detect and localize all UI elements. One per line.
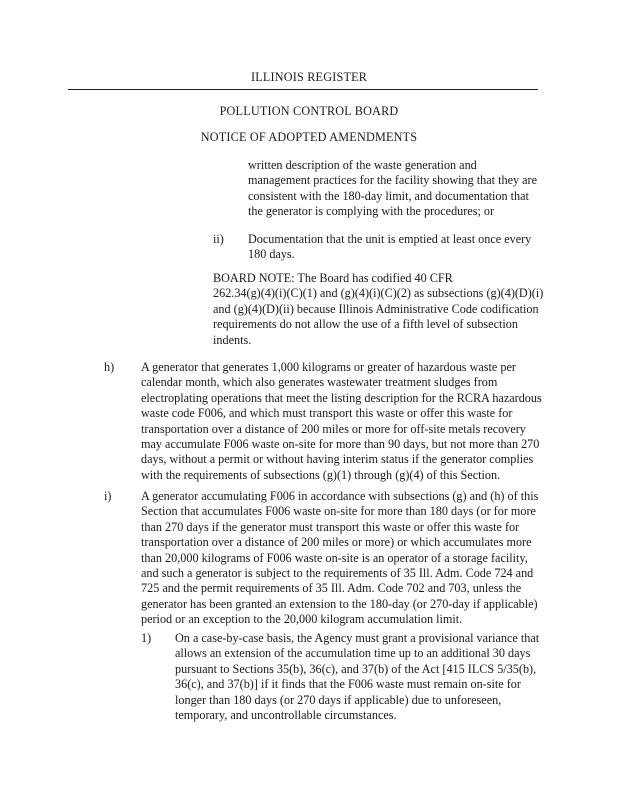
text-line: electroplating operations that meet the listing description for the RCRA hazardous	[141, 390, 542, 405]
text-line: 36(c), and 37(b)] if it finds that the F006 waste must remain on-site for	[175, 677, 521, 692]
text-line: 180 days.	[248, 247, 295, 262]
text-line: BOARD NOTE: The Board has codified 40 CFR	[213, 271, 453, 285]
text-line: with the requirements of subsections (g)(1) through (g)(4) of this Section.	[141, 467, 501, 482]
item-1-label: 1)	[141, 631, 152, 645]
text-line: waste code F006, and which must transport this waste or offer this waste for	[141, 406, 513, 421]
text-line: transportation over a distance of 200 miles or more) or which accumulates more	[141, 535, 532, 550]
text-line: indents.	[213, 332, 252, 347]
text-line: requirements do not allow the use of a fifth level of subsection	[213, 317, 518, 332]
item-ii-paragraph	[248, 232, 588, 263]
text-line: period or an exception to the 20,000 kilogram accumulation limit.	[141, 612, 463, 627]
text-line: On a case-by-case basis, the Agency must grant a provisional variance that	[175, 631, 540, 645]
text-line: days, without a permit or without having interim status if the generator complies	[141, 452, 534, 467]
section-h-label: h)	[104, 360, 115, 374]
board-note	[213, 271, 593, 348]
text-line: pursuant to Sections 35(b), 36(c), and 37(b) of the Act [415 ILCS 5/35(b),	[175, 661, 537, 676]
text-line: longer than 180 days (or 270 days if applicable) due to unforeseen,	[175, 692, 502, 707]
item-1-paragraph	[175, 631, 595, 723]
text-line: calendar month, which also generates wastewater treatment sludges from	[141, 375, 498, 390]
text-line: transportation over a distance of 200 miles or more for off-site metals recovery	[141, 421, 526, 436]
section-i-label: i)	[104, 489, 112, 503]
text-line: allows an extension of the accumulation time up to an additional 30 days	[175, 646, 531, 661]
text-line: and such a generator is subject to the requirements of 35 Ill. Adm. Code 724 and	[141, 566, 534, 581]
section-h-paragraph	[141, 360, 601, 483]
board-heading: POLLUTION CONTROL BOARD	[219, 104, 399, 118]
text-line: Documentation that the unit is emptied at least once every	[248, 232, 532, 246]
text-line: A generator that generates 1,000 kilograms or greater of hazardous waste per	[141, 360, 516, 374]
continued-paragraph	[248, 158, 588, 220]
text-line: may accumulate F006 waste on-site for more than 90 days, but not more than 270	[141, 437, 540, 452]
text-line: consistent with the 180-day limit, and documentation that	[248, 188, 529, 203]
text-line: the generator is complying with the procedures; or	[248, 204, 495, 219]
text-line: and (g)(4)(D)(ii) because Illinois Administrative Code codification	[213, 301, 539, 316]
text-line: than 270 days if the generator must transport this waste or offer this waste for	[141, 519, 520, 534]
text-line: written description of the waste generation and	[248, 158, 477, 172]
text-line: management practices for the facility showing that they are	[248, 173, 538, 188]
notice-heading: NOTICE OF ADOPTED AMENDMENTS	[200, 130, 418, 144]
text-line: 725 and the permit requirements of 35 Ill. Adm. Code 702 and 703, unless the	[141, 581, 522, 596]
section-i-paragraph	[141, 489, 601, 628]
text-line: A generator accumulating F006 in accordance with subsections (g) and (h) of this	[141, 489, 539, 503]
text-line: Section that accumulates F006 waste on-site for more than 180 days (or for more	[141, 504, 536, 519]
header-rule	[68, 89, 538, 90]
register-heading: ILLINOIS REGISTER	[250, 70, 368, 84]
text-line: temporary, and uncontrollable circumstances.	[175, 708, 397, 723]
item-ii-label: ii)	[213, 232, 224, 246]
text-line: generator has been granted an extension to the 180-day (or 270-day if applicable)	[141, 596, 538, 611]
text-line: than 20,000 kilograms of F006 waste on-site is an operator of a storage facility,	[141, 550, 528, 565]
text-line: 262.34(g)(4)(i)(C)(1) and (g)(4)(i)(C)(2) as subsections (g)(4)(D)(i)	[213, 286, 544, 301]
